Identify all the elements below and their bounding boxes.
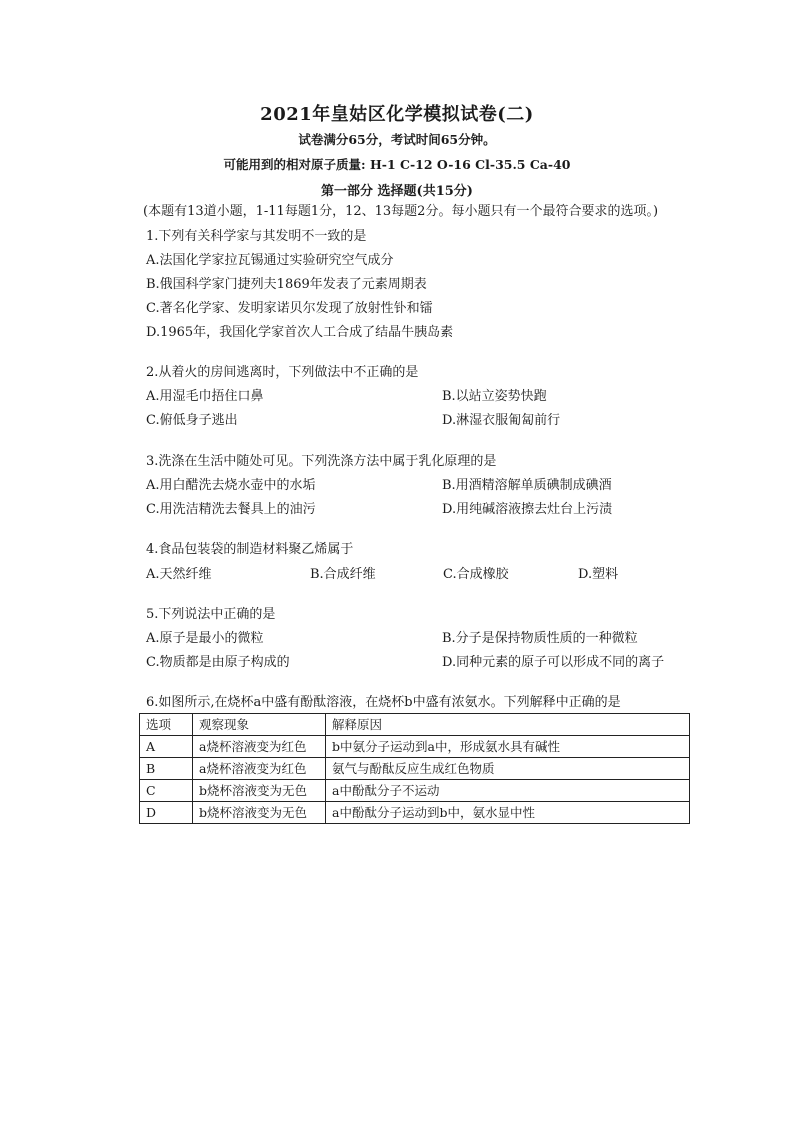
table-cell: 氨气与酚酞反应生成红色物质 bbox=[326, 758, 690, 780]
q4-option-d: D.塑料 bbox=[578, 567, 619, 582]
section-title: 第一部分 选择题(共15分) bbox=[321, 184, 473, 199]
q4-option-b: B.合成纤维 bbox=[310, 567, 376, 582]
q3-option-b: B.用酒精溶解单质碘制成碘酒 bbox=[442, 478, 612, 493]
table-header-cell: 选项 bbox=[140, 714, 193, 736]
table-cell: a中酚酞分子不运动 bbox=[326, 780, 690, 802]
table-row bbox=[140, 758, 690, 780]
q4-option-a: A.天然纤维 bbox=[146, 567, 212, 582]
q3-option-d: D.用纯碱溶液擦去灶台上污渍 bbox=[442, 502, 613, 517]
q6-stem: 6.如图所示,在烧杯a中盛有酚酞溶液，在烧杯b中盛有浓氨水。下列解释中正确的是 bbox=[146, 695, 621, 710]
q6-answer-table bbox=[139, 713, 690, 824]
q5-stem: 5.下列说法中正确的是 bbox=[146, 607, 276, 622]
q1-option-c: C.著名化学家、发明家诺贝尔发现了放射性钋和镭 bbox=[146, 301, 433, 316]
table-cell: a烧杯溶液变为红色 bbox=[193, 736, 326, 758]
q1-option-a: A.法国化学家拉瓦锡通过实验研究空气成分 bbox=[146, 253, 394, 268]
atomic-masses: 可能用到的相对原子质量: H-1 C-12 O-16 Cl-35.5 Ca-40 bbox=[223, 157, 571, 172]
q5-option-d: D.同种元素的原子可以形成不同的离子 bbox=[442, 655, 665, 670]
table-row bbox=[140, 780, 690, 802]
table-cell: B bbox=[140, 758, 193, 780]
page-title: 2021年皇姑区化学模拟试卷(二) bbox=[260, 104, 534, 125]
table-cell: a中酚酞分子运动到b中，氨水显中性 bbox=[326, 802, 690, 824]
table-cell: D bbox=[140, 802, 193, 824]
table-cell: b烧杯溶液变为无色 bbox=[193, 802, 326, 824]
q2-option-d: D.淋湿衣服匍匐前行 bbox=[442, 413, 561, 428]
q5-option-a: A.原子是最小的微粒 bbox=[146, 631, 264, 646]
table-cell: b中氨分子运动到a中，形成氨水具有碱性 bbox=[326, 736, 690, 758]
q2-option-c: C.俯低身子逃出 bbox=[146, 413, 238, 428]
table-row bbox=[140, 736, 690, 758]
q3-option-c: C.用洗洁精洗去餐具上的油污 bbox=[146, 502, 316, 517]
table-cell: a烧杯溶液变为红色 bbox=[193, 758, 326, 780]
table-header-cell: 解释原因 bbox=[326, 714, 690, 736]
q2-stem: 2.从着火的房间逃离时，下列做法中不正确的是 bbox=[146, 365, 419, 380]
q5-option-c: C.物质都是由原子构成的 bbox=[146, 655, 290, 670]
table-row bbox=[140, 802, 690, 824]
table-cell: A bbox=[140, 736, 193, 758]
q2-option-a: A.用湿毛巾捂住口鼻 bbox=[146, 389, 264, 404]
table-header-cell: 观察现象 bbox=[193, 714, 326, 736]
q3-stem: 3.洗涤在生活中随处可见。下列洗涤方法中属于乳化原理的是 bbox=[146, 454, 497, 469]
q1-stem: 1.下列有关科学家与其发明不一致的是 bbox=[146, 229, 367, 244]
q1-option-b: B.俄国科学家门捷列夫1869年发表了元素周期表 bbox=[146, 277, 427, 292]
table-cell: b烧杯溶液变为无色 bbox=[193, 780, 326, 802]
instructions: (本题有13道小题，1-11每题1分，12、13每题2分。每小题只有一个最符合要求的选项。) bbox=[143, 204, 659, 219]
q1-option-d: D.1965年，我国化学家首次人工合成了结晶牛胰岛素 bbox=[146, 325, 454, 340]
q2-option-b: B.以站立姿势快跑 bbox=[442, 389, 547, 404]
table-header-row bbox=[140, 714, 690, 736]
exam-info: 试卷满分65分，考试时间65分钟。 bbox=[298, 132, 496, 147]
q3-option-a: A.用白醋洗去烧水壶中的水垢 bbox=[146, 478, 316, 493]
q4-option-c: C.合成橡胶 bbox=[443, 567, 509, 582]
q5-option-b: B.分子是保持物质性质的一种微粒 bbox=[442, 631, 638, 646]
table-cell: C bbox=[140, 780, 193, 802]
q4-stem: 4.食品包装袋的制造材料聚乙烯属于 bbox=[146, 542, 354, 557]
